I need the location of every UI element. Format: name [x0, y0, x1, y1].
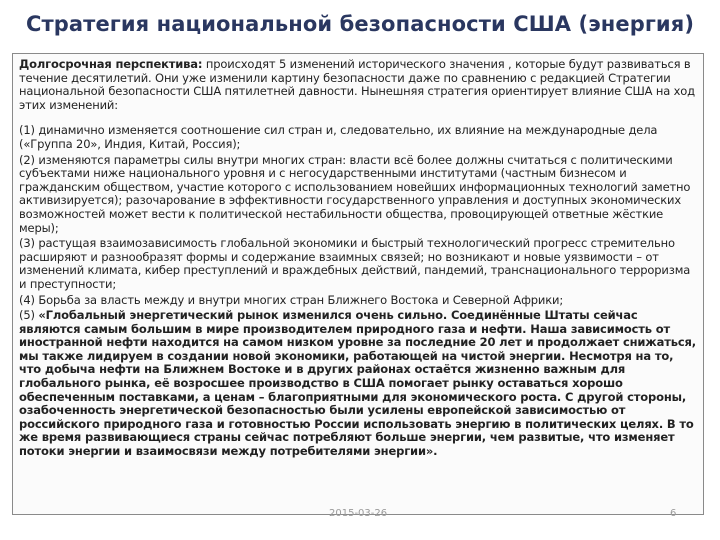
list-item-1: (1) динамично изменяется соотношение сил стран и, следовательно, их влияние на международные дела («Группа 20», Индия, Китай, Россия);: [19, 123, 658, 151]
intro-paragraph: [19, 58, 697, 112]
slide-title: Стратегия национальной безопасности США (энергия): [25, 12, 695, 36]
list-item-4: (4) Борьба за власть между и внутри многих стран Ближнего Востока и Северной Африки;: [19, 292, 564, 307]
list-item-2: (2) изменяются параметры силы внутри многих стран: власти всё более должны считаться с политическими субъектами ниже национального уровня и с негосударственными институтами (частным бизнесом и гражданским обществом, участие которого с использованием новейших информационных технологий заметно активизируется); разочарование в эффективности государственного управления и доступных экономических возможностей может вести к политической нестабильности общества, провоцирующей ответные жёсткие меры);: [19, 152, 691, 235]
item5-prefix: (5): [19, 308, 39, 323]
footer-date: 2015-03-26: [329, 508, 388, 519]
page-number: 6: [670, 508, 677, 519]
list-item-3: (3) растущая взаимозависимость глобальной экономики и быстрый технологический прогресс стремительно расширяют и разнообразят формы и содержание взаимных связей; но возникают и новые уязвимости – от изменений климата, кибер преступлений и враждебных действий, пандемий, транснационального терроризма и преступности;: [19, 236, 691, 291]
intro-text: происходят 5 изменений исторического значения , которые будут развиваться в течение десятилетий. Они уже изменили картину безопасности даже по сравнению с редакцией Стратегии национальной безопасности США пятилетней давности. Нынешняя стратегия ориентирует влияние США на ход этих изменений:: [19, 57, 695, 112]
item5-continuation: В то же время развивающиеся страны сейчас потребляют больше энергии, чем развитые, что изменяет потоки энергии и взаимосвязи между потребителями энергии».: [19, 416, 694, 459]
list-item-5: [19, 309, 697, 459]
item5-bold-text: «Глобальный энергетический рынок изменился очень сильно. Соединённые Штаты сейчас являются самым большим в мире производителем природного газа и нефти. Наша зависимость от иностранной нефти находится на самом низком уровне за последние 20 лет и продолжает снижаться, мы также лидируем в создании новой экономики, работающей на чистой энергии. Несмотря на то, что добыча нефти на Ближнем Востоке и в других районах остаётся жизненно важным для глобального рынка, её возросшее производство в США помогает рынку оставаться хорошо обеспеченным поставками, а ценам – благоприятными для экономического роста. С другой стороны, озабоченность энергетической безопасностью были усилены европейской зависимостью от российского природного газа и готовностью России использовать энергию в политических целях.: [19, 308, 696, 431]
content-box: [12, 53, 704, 515]
intro-label: Долгосрочная перспектива:: [19, 57, 203, 71]
